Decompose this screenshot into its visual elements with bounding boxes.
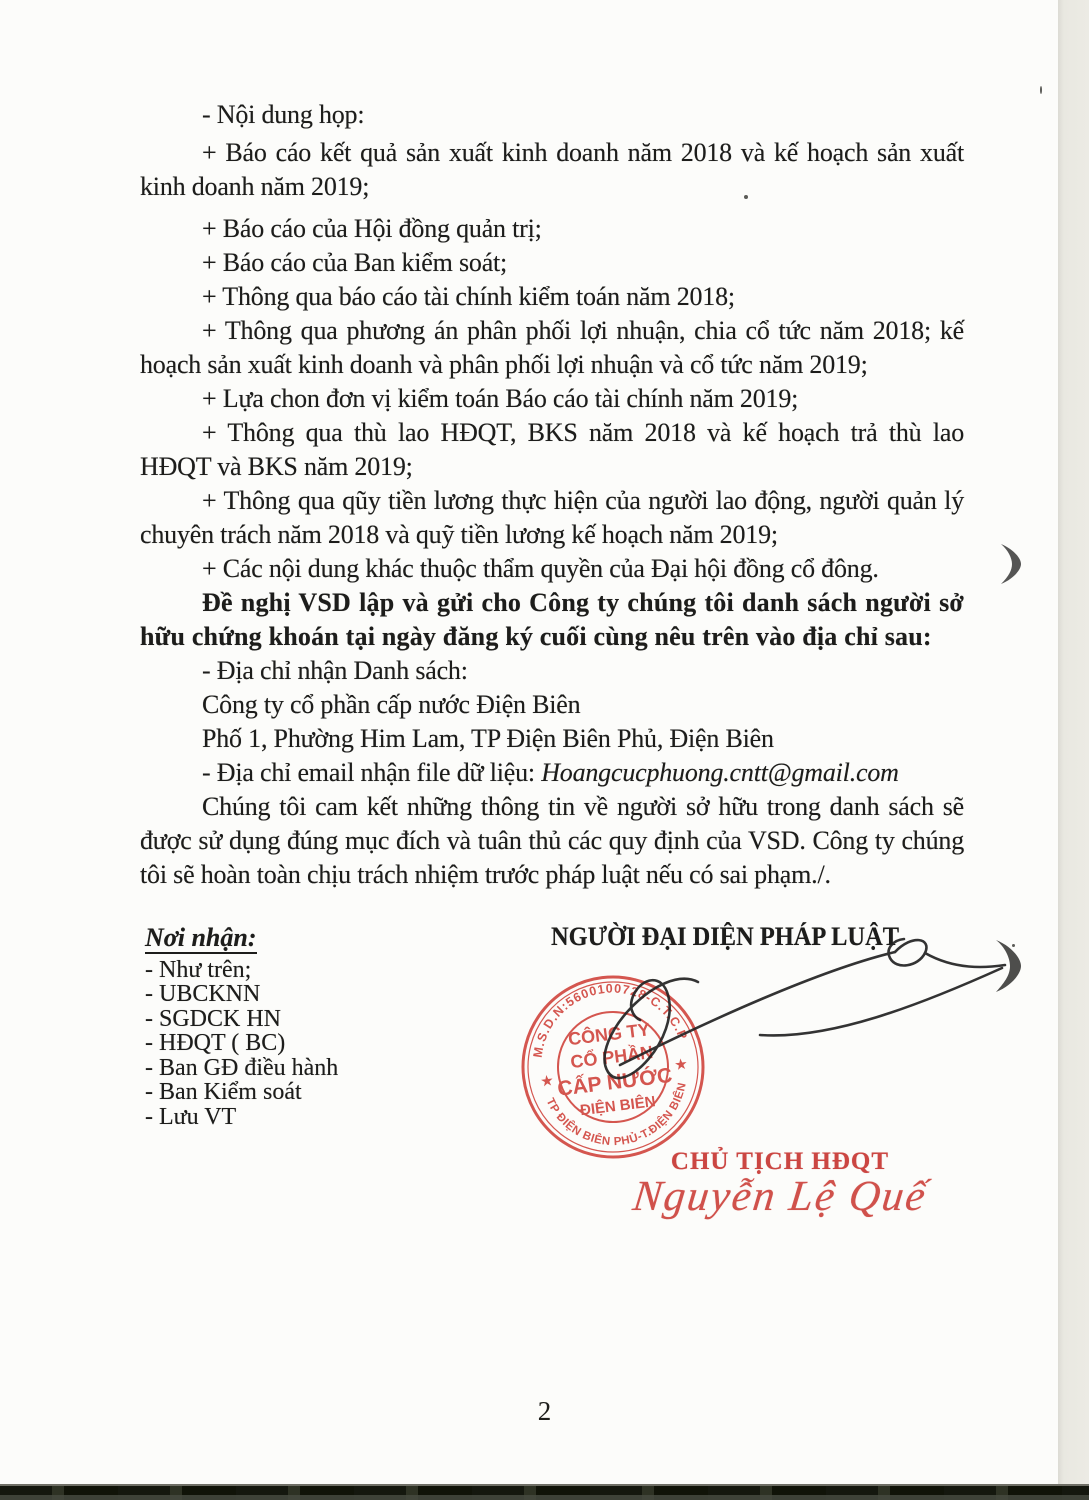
paragraph: + Thông qua báo cáo tài chính kiểm toán năm 2018; [202, 282, 735, 311]
paragraph-request-bold: Đề nghị VSD lập và gửi cho Công ty chúng tôi danh sách người sở hữu chứng khoán tại ngày đăng ký cuối cùng nêu trên vào địa chỉ sau: [140, 588, 964, 651]
crescent-artifact-icon [993, 938, 1023, 994]
paragraph: + Báo cáo của Hội đồng quản trị; [202, 214, 542, 243]
paragraph: + Lựa chon đơn vị kiểm toán Báo cáo tài chính năm 2019; [202, 384, 799, 413]
paragraph-email [140, 756, 964, 790]
paragraph-company-name: Công ty cổ phần cấp nước Điện Biên [202, 690, 581, 719]
paragraph: + Báo cáo của Ban kiểm soát; [202, 248, 508, 277]
speck [744, 195, 748, 199]
recipients-title: Nơi nhận: [145, 923, 257, 952]
page-number: 2 [537, 1396, 552, 1426]
signature-scrawl-icon [540, 920, 1020, 1110]
recipient-item: - Ban GĐ điều hành [145, 1054, 339, 1081]
recipient-item: - HĐQT ( BC) [145, 1030, 286, 1056]
paragraph: - Nội dung họp: [202, 100, 365, 129]
paragraph: + Thông qua phương án phân phối lợi nhuận, chia cổ tức năm 2018; kế hoạch sản xuất kinh doanh và phân phối lợi nhuận và cổ tức năm 2019; [140, 316, 964, 379]
recipient-item: - Như trên; [145, 956, 252, 983]
stamp-star-right-icon: ★ [674, 1056, 688, 1073]
smudge-line [140, 892, 990, 895]
email-label: - Địa chỉ email nhận file dữ liệu: [202, 758, 542, 787]
speck [1012, 944, 1015, 947]
paragraph: + Thông qua qũy tiền lương thực hiện của người lao động, người quản lý chuyên trách năm 2018 và quỹ tiền lương kế hoạch năm 2019; [140, 486, 964, 549]
stamp-line3: CẤP NƯỚC [556, 1063, 674, 1101]
scan-edge-strip [1058, 0, 1089, 1500]
stamp-line4: ĐIỆN BIÊN [579, 1093, 657, 1120]
paragraph: + Báo cáo kết quả sản xuất kinh doanh năm 2018 và kế hoạch sản xuất kinh doanh năm 2019; [140, 138, 964, 201]
recipient-item: - SGDCK HN [145, 1005, 282, 1032]
paragraph: + Thông qua thù lao HĐQT, BKS năm 2018 và kế hoạch trả thù lao HĐQT và BKS năm 2019; [140, 418, 964, 481]
stamp-line1: CÔNG TY [567, 1019, 651, 1050]
chairman-title: CHỦ TỊCH HĐQT [670, 1148, 890, 1175]
crescent-artifact-icon [999, 543, 1023, 585]
document-body [140, 98, 964, 892]
speck [1040, 86, 1042, 94]
representative-title: NGƯỜI ĐẠI DIỆN PHÁP LUẬT [550, 922, 900, 951]
recipient-item: - Lưu VT [145, 1103, 237, 1130]
paragraph: + Các nội dung khác thuộc thẩm quyền của Đại hội đồng cổ đông. [202, 554, 879, 583]
stamp-line2: CỔ PHẦN [569, 1042, 655, 1073]
paragraph-address: Phố 1, Phường Him Lam, TP Điện Biên Phủ, Điện Biên [202, 724, 774, 753]
stamp-top-arc-text: M.S.D.N:5600100728-C.T.C.P [530, 981, 691, 1059]
recipients-block [145, 923, 455, 1130]
signer-name: Nguyễn Lệ Quế [630, 1173, 930, 1220]
scan-bottom-strip-shade [0, 1495, 1089, 1500]
recipient-item: - Ban Kiểm soát [145, 1079, 302, 1105]
recipient-item: - UBCKNN [145, 981, 261, 1007]
stamp-star-left-icon: ★ [540, 1072, 554, 1089]
email-address: Hoangcucphuong.cntt@gmail.com [541, 758, 899, 787]
paragraph: - Địa chỉ nhận Danh sách: [202, 656, 468, 685]
smudge-line [180, 855, 830, 858]
paragraph-commitment: Chúng tôi cam kết những thông tin về người sở hữu trong danh sách sẽ được sử dụng đúng mục đích và tuân thủ các quy định của VSD. Công ty chúng tôi sẽ hoàn toàn chịu trách nhiệm trước pháp luật nếu có sai phạm./. [140, 792, 964, 889]
stamp-bottom-arc-text: TP ĐIỆN BIÊN PHỦ-T.ĐIỆN BIÊN [543, 1081, 689, 1149]
